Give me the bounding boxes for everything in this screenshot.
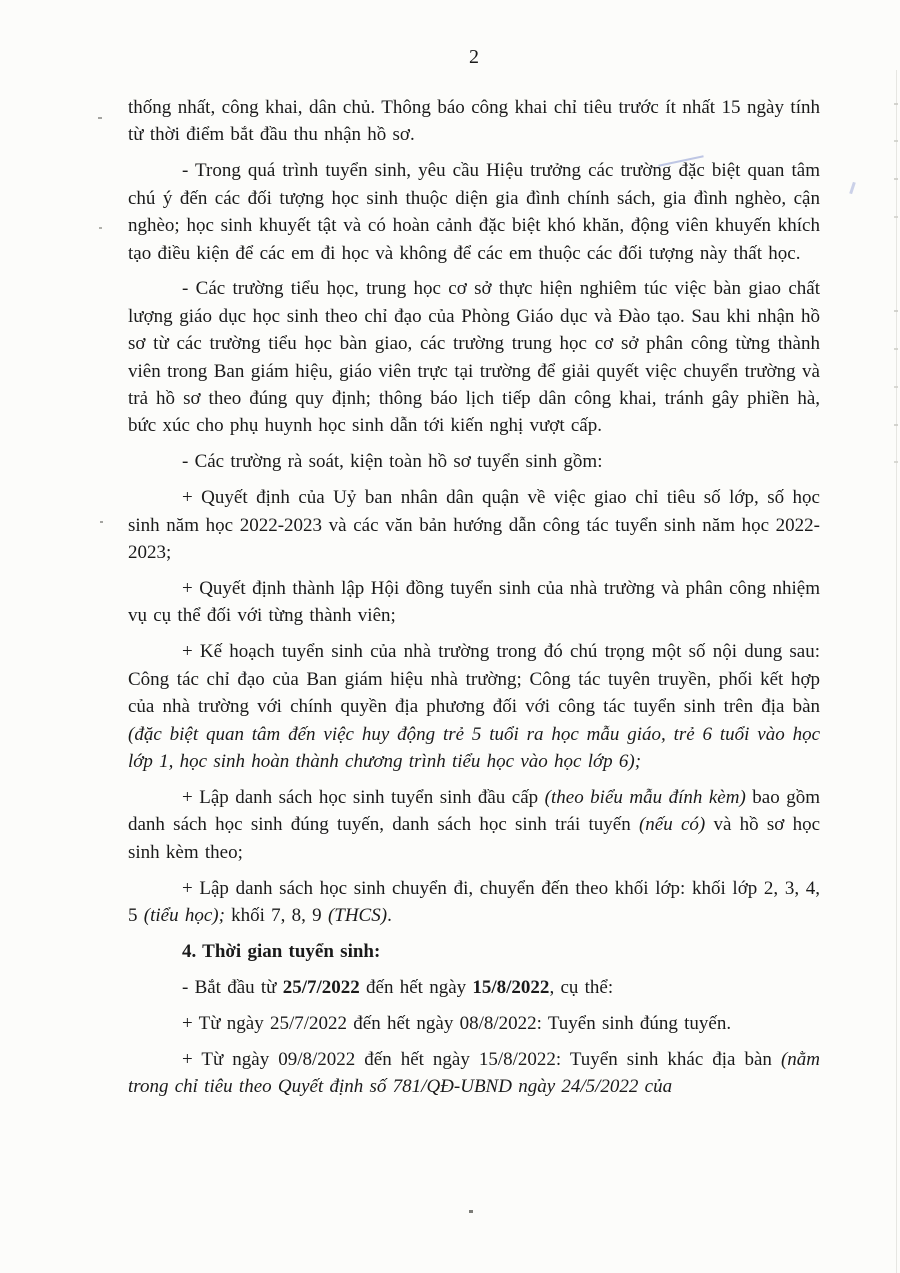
paragraph xyxy=(128,157,820,267)
document-body xyxy=(128,94,820,1109)
paragraph xyxy=(128,448,820,475)
paragraph xyxy=(128,575,820,630)
text-run: + Từ ngày 25/7/2022 đến hết ngày 08/8/2022: Tuyển sinh đúng tuyến. xyxy=(182,1012,732,1034)
scan-edge-dash xyxy=(894,103,898,105)
text-run: 25/7/2022 xyxy=(282,976,360,998)
text-run: thống nhất, công khai, dân chủ. Thông báo công khai chỉ tiêu trước ít nhất 15 ngày tính từ thời điểm bắt đầu thu nhận hồ sơ. xyxy=(128,97,820,146)
scan-edge-dash xyxy=(894,178,898,180)
pen-stroke xyxy=(849,182,856,194)
text-run: - Các trường tiểu học, trung học cơ sở thực hiện nghiêm túc việc bàn giao chất lượng giáo dục học sinh theo chỉ đạo của Phòng Giáo dục và Đào tạo. Sau khi nhận hồ sơ từ các trường tiểu học bàn giao, các trường trung học cơ sở phân công từng thành viên trong Ban giám hiệu, giáo viên trực tại trường để giải quyết việc chuyển trường và trả hồ sơ theo đúng quy định; thông báo lịch tiếp dân công khai, tránh gây phiền hà, bức xúc cho phụ huynh học sinh dẫn tới kiến nghị vượt cấp. xyxy=(128,278,820,437)
text-run: (theo biểu mẫu đính kèm) xyxy=(544,786,746,808)
scan-edge-dash xyxy=(894,310,898,312)
text-run: (tiểu học); xyxy=(143,904,225,926)
scan-edge-line xyxy=(896,70,897,1273)
scan-edge-dash xyxy=(894,386,898,388)
text-run: + Quyết định thành lập Hội đồng tuyển sinh của nhà trường và phân công nhiệm vụ cụ thể đối với từng thành viên; xyxy=(128,578,820,627)
section-heading xyxy=(128,938,820,965)
paragraph xyxy=(128,94,820,149)
scan-edge-dash xyxy=(894,424,898,426)
text-run: , cụ thể: xyxy=(549,976,614,998)
paragraph xyxy=(128,484,820,566)
paragraph xyxy=(128,1046,820,1101)
ink-speck xyxy=(98,117,102,119)
text-run: và hồ sơ học sinh kèm theo; xyxy=(128,814,820,863)
page-number: 2 xyxy=(469,46,479,68)
scan-edge-dash xyxy=(894,348,898,350)
scan-edge-dash xyxy=(894,461,898,463)
text-run: - Các trường rà soát, kiện toàn hồ sơ tuyển sinh gồm: xyxy=(182,451,603,473)
ink-speck xyxy=(469,1210,473,1213)
text-run: + Kế hoạch tuyển sinh của nhà trường trong đó chú trọng một số nội dung sau: Công tác chỉ đạo của Ban giám hiệu nhà trường; Công tác tuyên truyền, phối kết hợp của nhà trường với chính quyền địa phương đối với công tác tuyển sinh trên địa bàn xyxy=(128,641,820,718)
text-run: khối 7, 8, 9 xyxy=(224,904,328,926)
text-run: (THCS) xyxy=(327,904,388,926)
paragraph xyxy=(128,638,820,775)
paragraph xyxy=(128,784,820,866)
text-run: đến hết ngày xyxy=(359,976,473,998)
text-run: + Từ ngày 09/8/2022 đến hết ngày 15/8/2022: Tuyển sinh khác địa bàn xyxy=(182,1048,781,1070)
paragraph xyxy=(128,875,820,930)
text-run: bao gồm danh sách học sinh đúng tuyến, danh sách học sinh trái tuyến xyxy=(128,786,820,836)
scan-edge-dash xyxy=(894,140,898,142)
ink-speck xyxy=(100,521,103,523)
scan-edge-dash xyxy=(894,216,898,218)
paragraph xyxy=(128,974,820,1001)
text-run: + Lập danh sách học sinh tuyển sinh đầu cấp xyxy=(182,786,545,808)
text-run: (nằm trong chỉ tiêu theo Quyết định số 781/QĐ-UBND ngày 24/5/2022 của xyxy=(128,1048,820,1097)
ink-speck xyxy=(99,227,102,229)
text-run: (nếu có) xyxy=(638,814,706,836)
text-run: . xyxy=(387,904,392,926)
text-run: 4. Thời gian tuyển sinh: xyxy=(182,940,381,962)
paragraph xyxy=(128,275,820,439)
text-run: + Lập danh sách học sinh chuyển đi, chuyển đến theo khối lớp: khối lớp 2, 3, 4, 5 xyxy=(128,877,820,926)
text-run: - Bắt đầu từ xyxy=(182,976,283,998)
text-run: - Trong quá trình tuyển sinh, yêu cầu Hiệu trưởng các trường đặc biệt quan tâm chú ý đến các đối tượng học sinh thuộc diện gia đình chính sách, gia đình nghèo, cận nghèo; học sinh khuyết tật và có hoàn cảnh đặc biệt khó khăn, động viên khuyến khích tạo điều kiện để các em đi học và không để các em thuộc các đối tượng này thất học. xyxy=(128,160,820,264)
paragraph xyxy=(128,1010,820,1037)
text-run: (đặc biệt quan tâm đến việc huy động trẻ 5 tuổi ra học mẫu giáo, trẻ 6 tuổi vào học lớp 1, học sinh hoàn thành chương trình tiểu học vào học lớp 6); xyxy=(128,723,820,772)
text-run: + Quyết định của Uỷ ban nhân dân quận về việc giao chỉ tiêu số lớp, số học sinh năm học 2022-2023 và các văn bản hướng dẫn công tác tuyển sinh năm học 2022-2023; xyxy=(128,487,820,564)
text-run: 15/8/2022 xyxy=(472,976,550,998)
